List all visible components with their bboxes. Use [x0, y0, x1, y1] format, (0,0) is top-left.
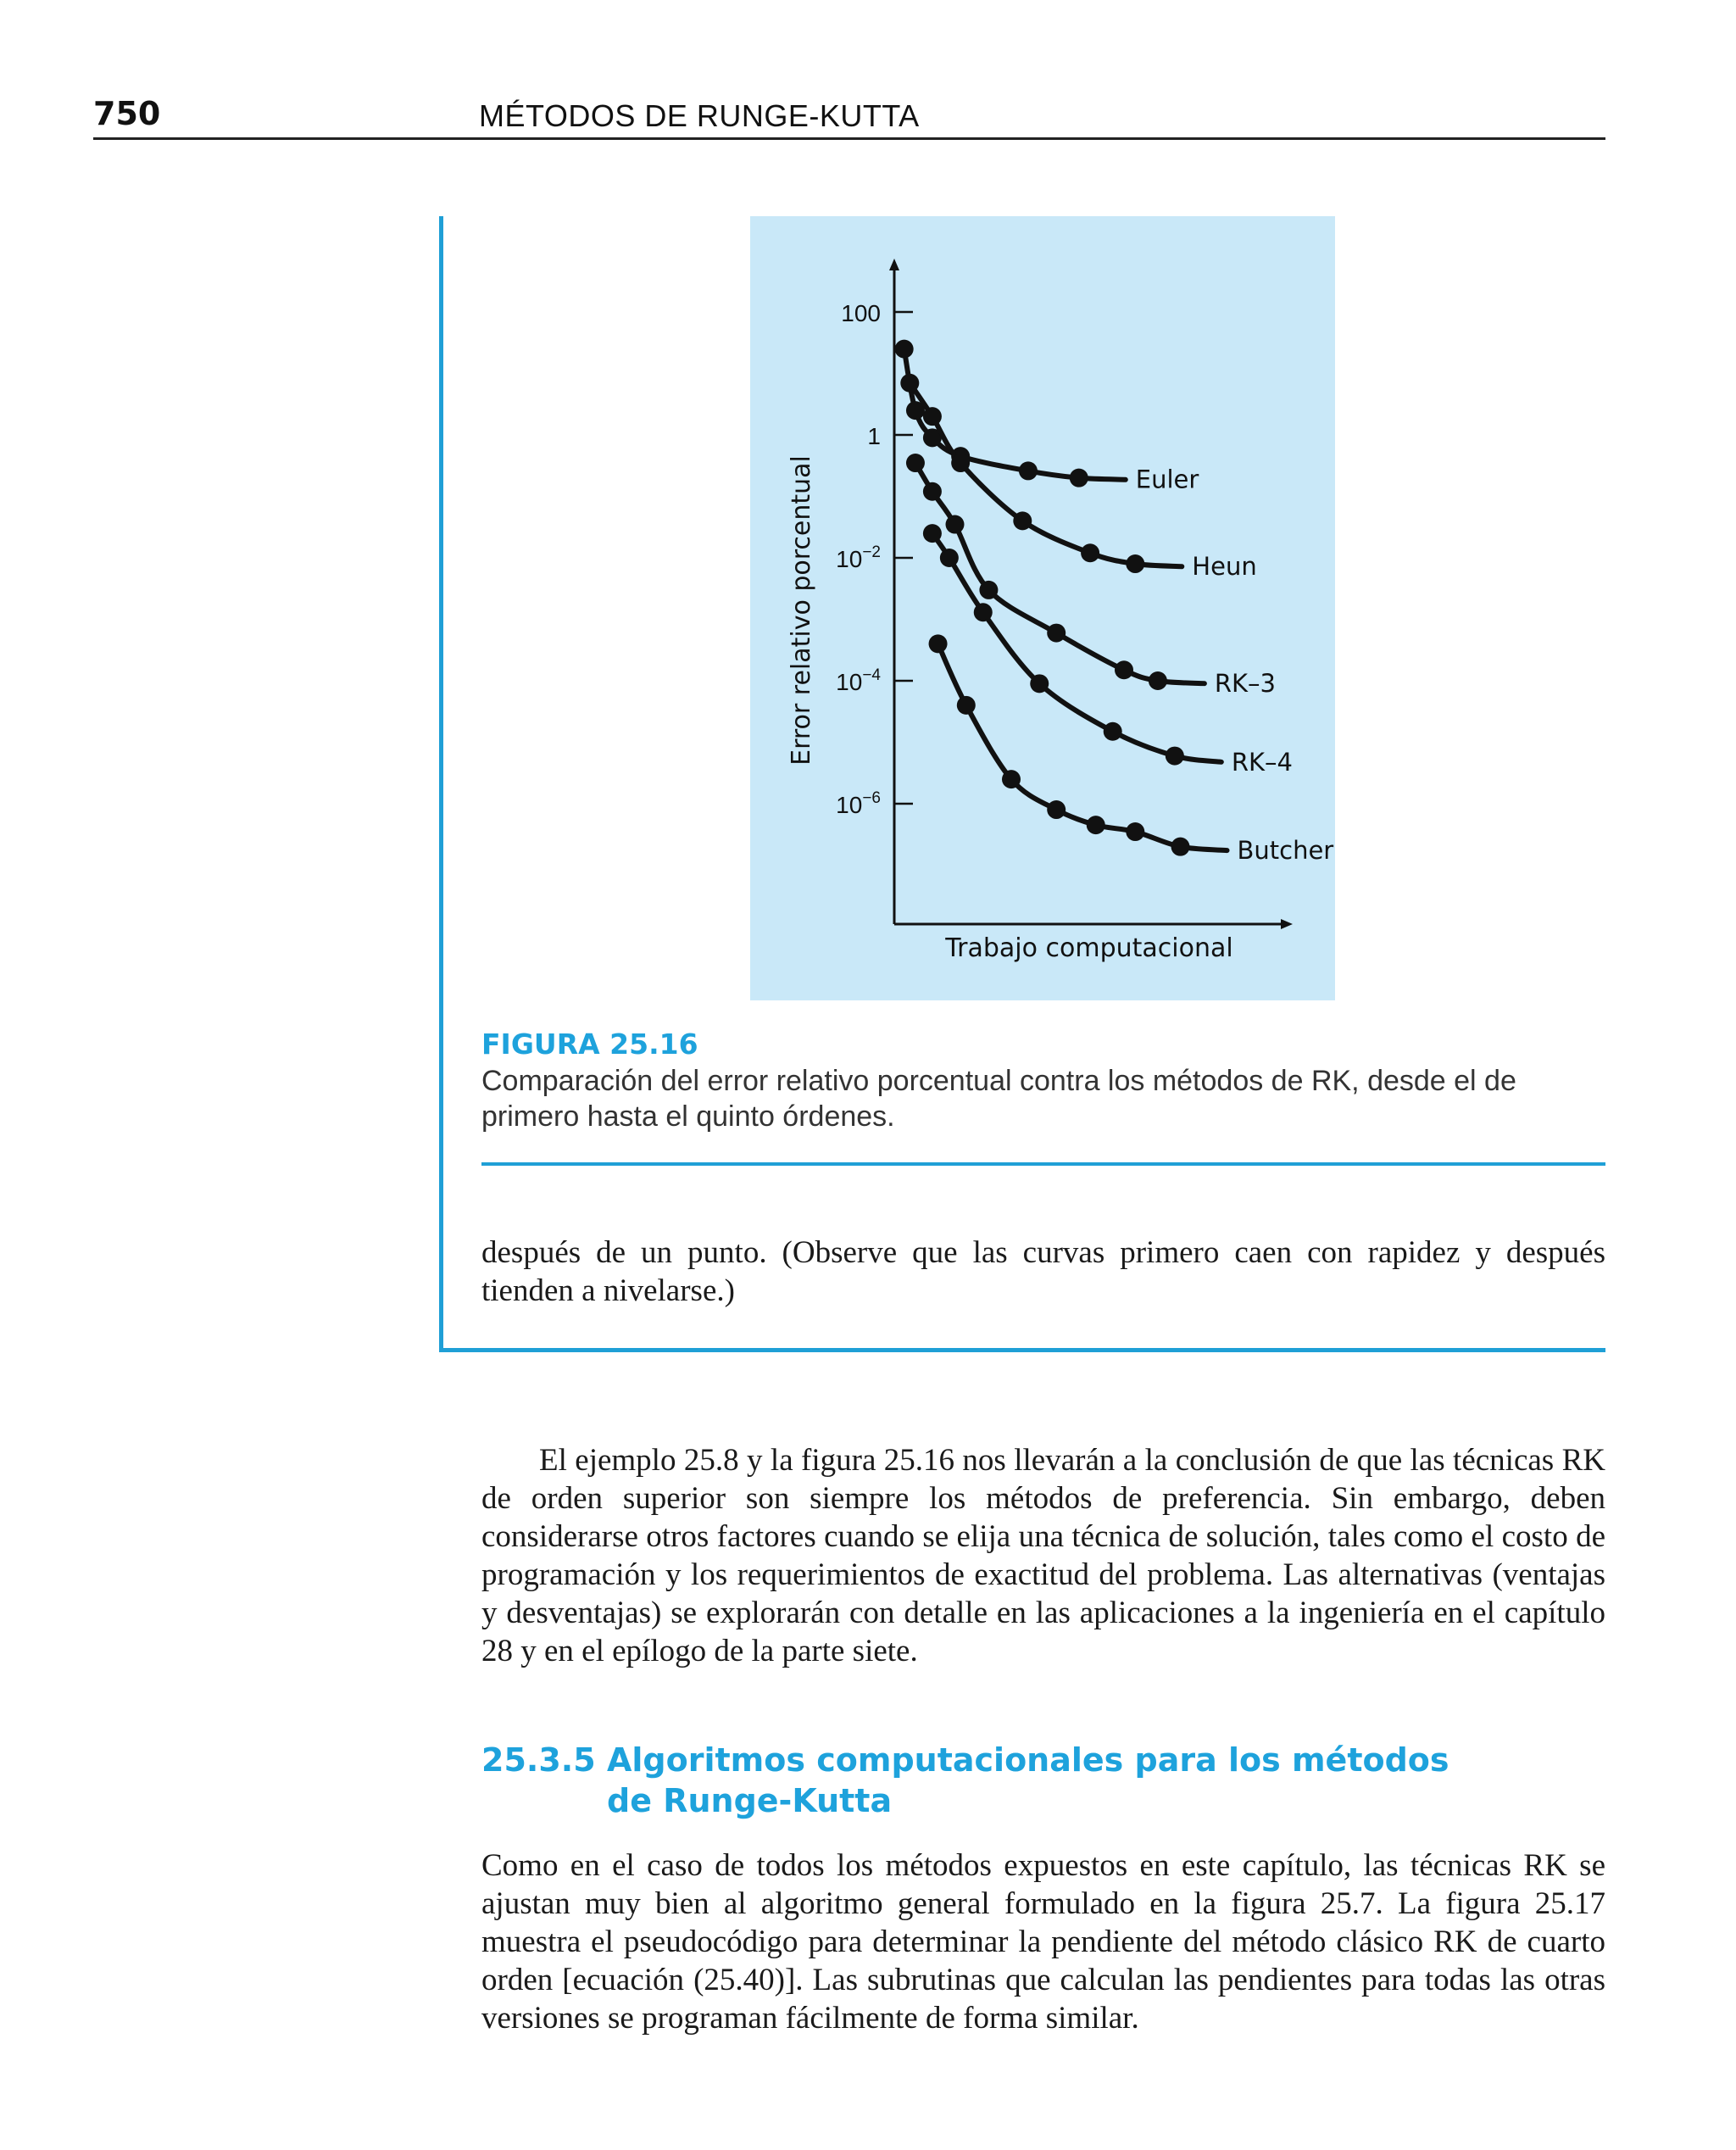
section-title-line2: de Runge-Kutta [607, 1782, 893, 1819]
box-bottom-rule [439, 1348, 1605, 1352]
data-point [1166, 747, 1184, 766]
series-line-butcher [938, 643, 1227, 850]
figure-label: FIGURA 25.16 [481, 1028, 698, 1061]
chart-panel [750, 216, 1335, 1000]
y-tick-label: $10^{-2}$ [836, 543, 881, 572]
data-point [1115, 660, 1133, 679]
page-number: 750 [93, 95, 161, 132]
x-axis-label: Trabajo computacional [945, 933, 1233, 963]
paragraph-conclusion: El ejemplo 25.8 y la figura 25.16 nos llevarán a la conclusión de que las técnicas RK de orden superior son siempre los métodos de preferencia. Sin embargo, deben considerarse otros factores cuando se elija una técnica de solución, tales como el costo de programación y los requerimientos de exactitud del problema. Las alternativas (ventajas y desventajas) se explorarán con detalle en las aplicaciones a la ingeniería en el capítulo 28 y en el epílogo de la parte siete. [481, 1443, 1605, 1668]
data-point [1019, 461, 1038, 480]
data-point [929, 634, 948, 653]
data-point [1087, 816, 1105, 834]
data-point [1047, 800, 1066, 819]
data-point [1126, 554, 1144, 573]
y-tick-label: $10^{-4}$ [836, 666, 881, 695]
box-left-rule [439, 216, 443, 1352]
error-chart [750, 216, 1335, 1000]
series-label: RK–3 [1214, 669, 1277, 699]
data-point [979, 581, 998, 599]
figure-caption: Comparación del error relativo porcentual contra los métodos de RK, desde el de primero hasta el quinto órdenes. [481, 1065, 1516, 1133]
y-tick-label: 100 [841, 300, 881, 326]
data-point [923, 482, 942, 501]
data-point [1002, 770, 1021, 788]
data-point [895, 340, 914, 359]
section-title-line1: Algoritmos computacionales para los métodos [607, 1741, 1449, 1779]
section-number: 25.3.5 [481, 1741, 596, 1779]
series-label: Butcher [1237, 836, 1334, 866]
data-point [1126, 822, 1144, 841]
data-point [946, 515, 965, 534]
data-point [923, 524, 942, 543]
data-point [1171, 838, 1190, 856]
data-point [951, 454, 970, 472]
data-point [940, 549, 959, 567]
series-label: Heun [1192, 552, 1257, 582]
data-point [1030, 674, 1049, 693]
section-heading [481, 1740, 1449, 1821]
data-point [1070, 469, 1088, 487]
series-label: RK–4 [1231, 747, 1293, 777]
data-point [900, 374, 919, 393]
paragraph-algorithms: Como en el caso de todos los métodos expuestos en este capítulo, las técnicas RK se ajustan muy bien al algoritmo general formulado en la figura 25.7. La figura 25.17 muestra el pseudocódigo para determinar la pendiente del método clásico RK de cuarto orden [ecuación (25.40)]. Las subrutinas que calculan las pendientes para todas las otras versiones se programan fácilmente de forma similar. [481, 1848, 1605, 2036]
data-point [1104, 722, 1122, 741]
data-point [1149, 671, 1167, 690]
figure-rule [481, 1162, 1605, 1166]
header-rule [93, 137, 1605, 140]
data-point [957, 696, 976, 715]
data-point [1081, 543, 1099, 562]
data-point [974, 603, 993, 621]
paragraph-continuation: después de un punto. (Observe que las curvas primero caen con rapidez y después tienden a nivelarse.) [481, 1235, 1605, 1308]
y-axis-label: Error relativo porcentual [787, 455, 816, 766]
running-title: MÉTODOS DE RUNGE-KUTTA [479, 98, 920, 133]
y-axis-arrow [889, 259, 899, 270]
data-point [1047, 624, 1066, 643]
series-label: Euler [1135, 465, 1199, 494]
y-tick-label: $10^{-6}$ [836, 789, 881, 818]
data-point [923, 407, 942, 426]
data-point [906, 454, 925, 472]
x-axis-arrow [1281, 919, 1293, 929]
data-point [1013, 511, 1032, 530]
y-tick-label: 1 [867, 423, 881, 449]
